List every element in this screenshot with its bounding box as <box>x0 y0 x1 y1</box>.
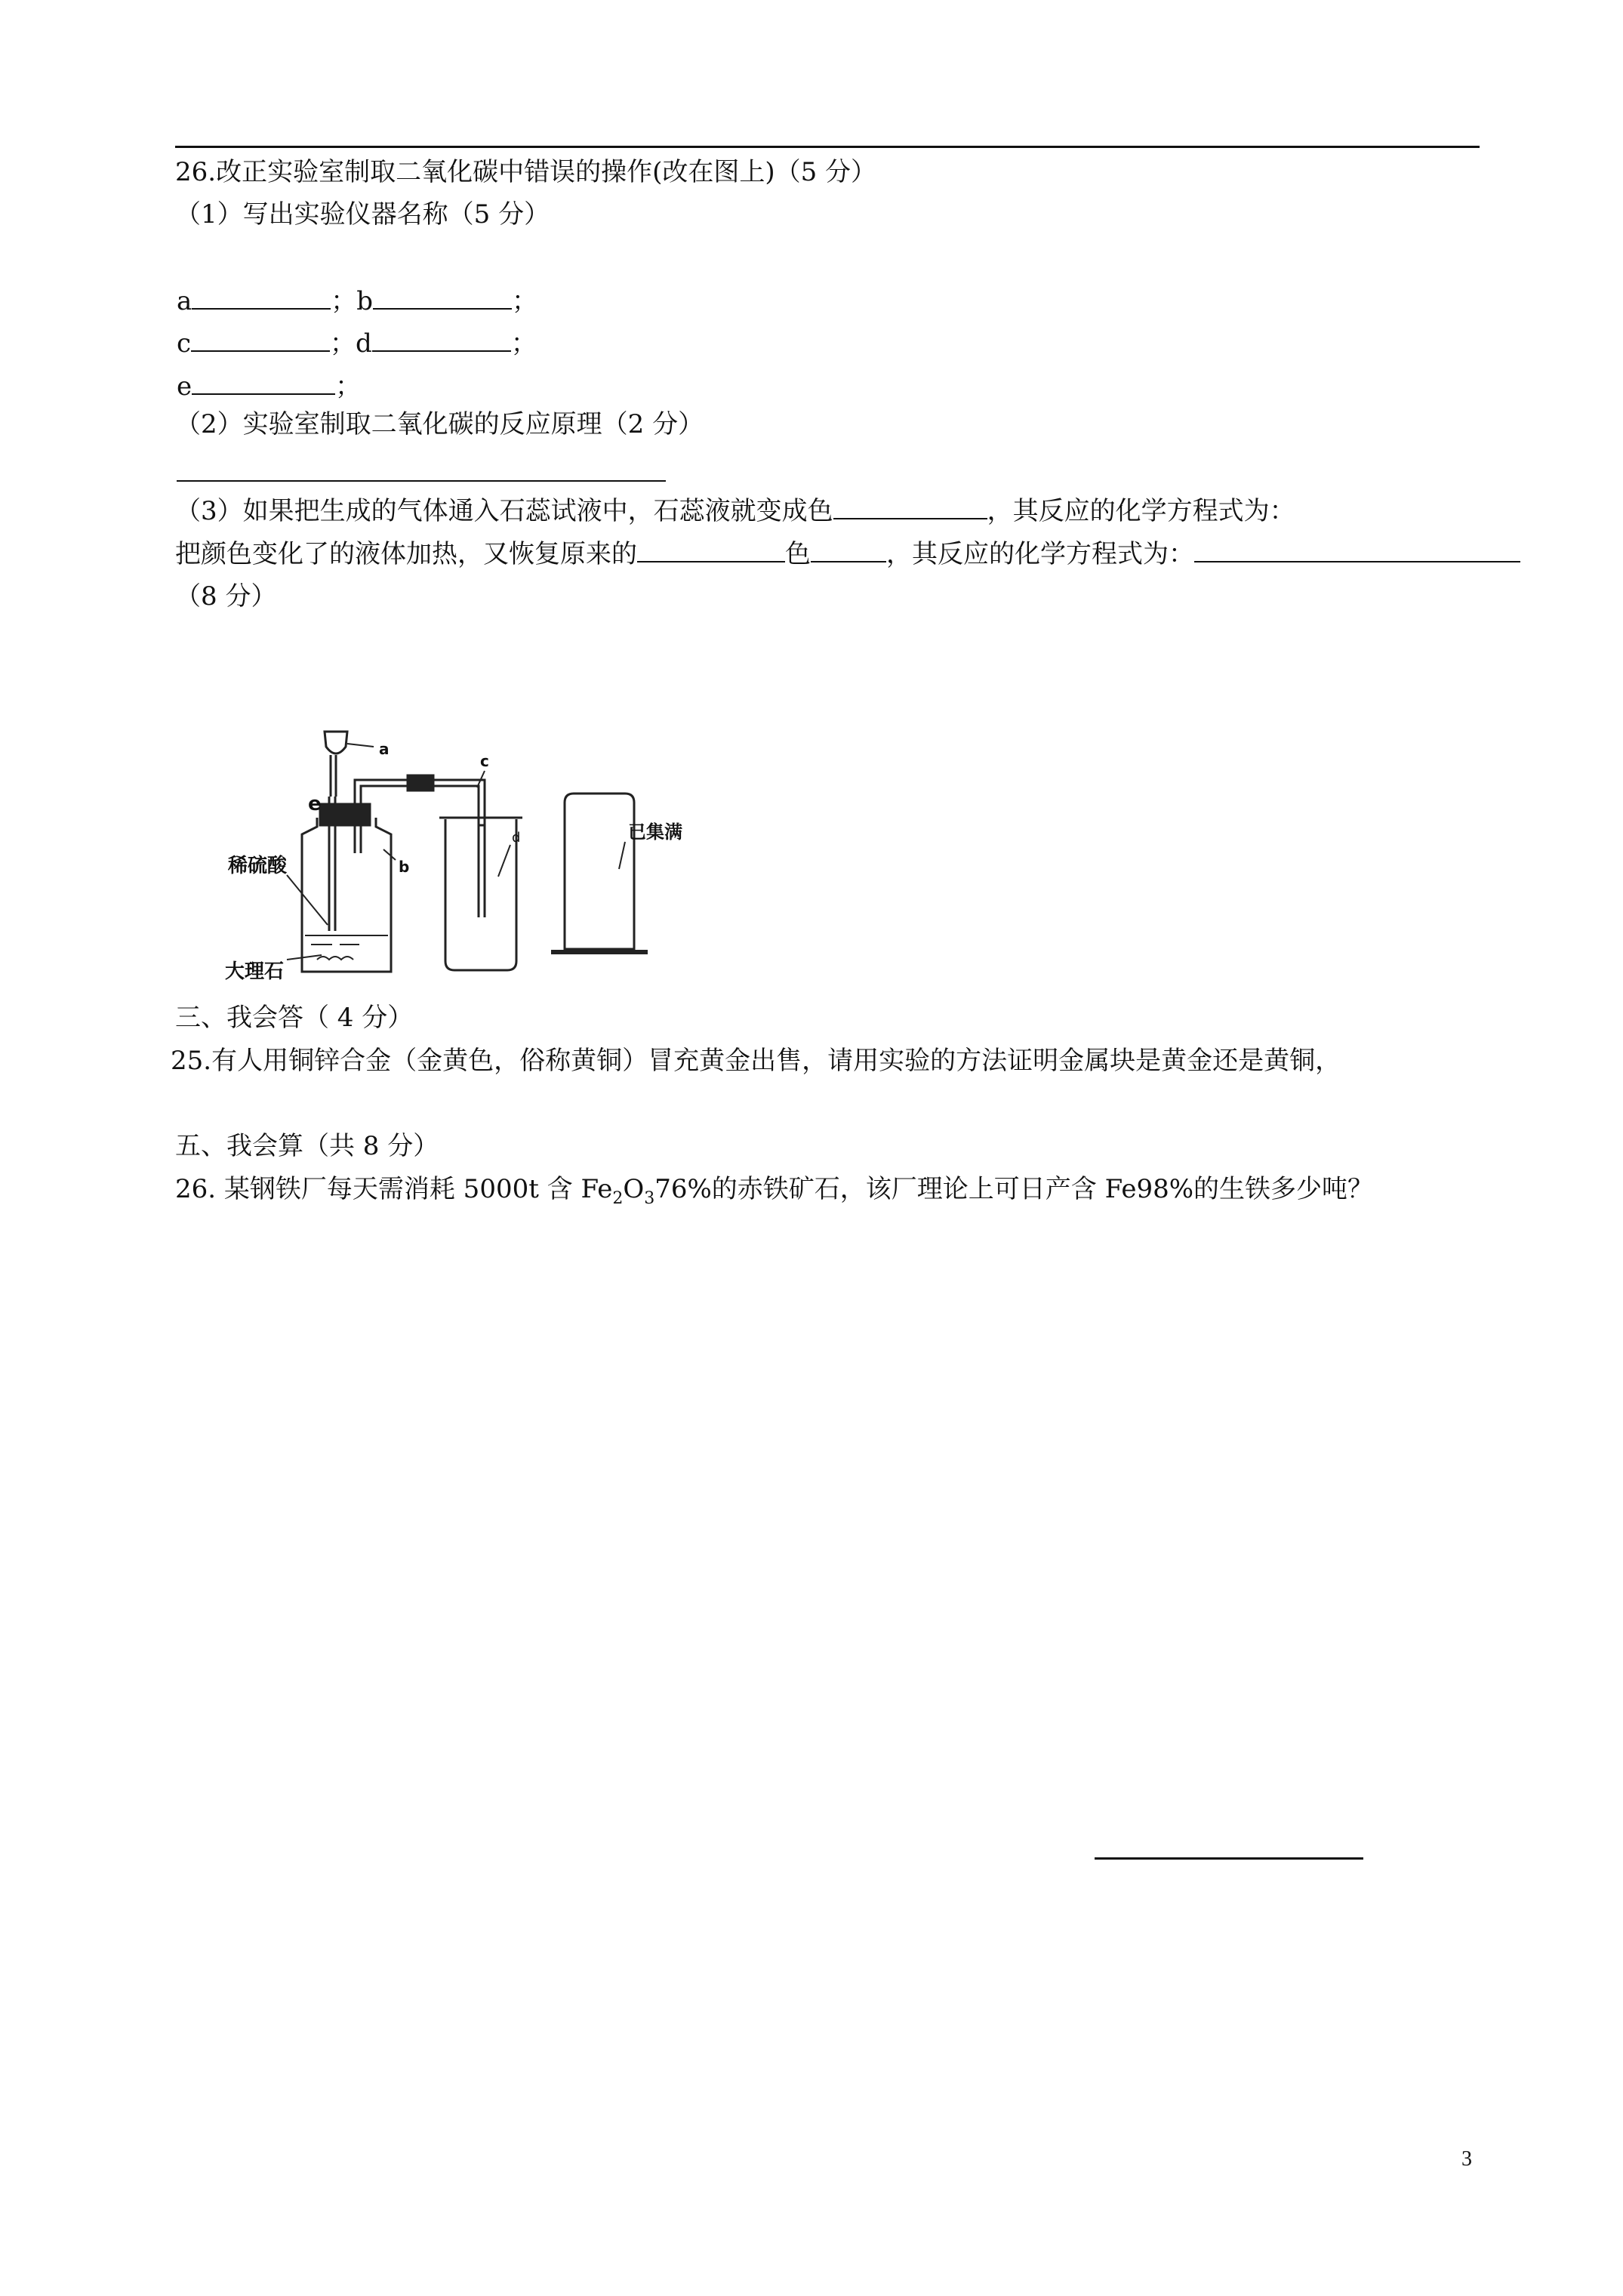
question-text: 26. 某钢铁厂每天需消耗 5000t 含 Fe <box>175 1174 613 1204</box>
diagram-label-marble: 大理石 <box>225 960 285 983</box>
page-number: 3 <box>1461 2147 1472 2171</box>
part-2-prompt: （2）实验室制取二氧化碳的反应原理（2 分） <box>175 409 704 439</box>
blank-label-a: a <box>177 286 192 316</box>
blank-row-cd <box>177 327 537 360</box>
separator: ； <box>335 371 362 402</box>
part-3-score: （8 分） <box>175 581 277 612</box>
answer-blank-equation[interactable] <box>1194 538 1520 562</box>
answer-line-calc[interactable] <box>1095 1857 1363 1860</box>
diagram-label-c: c <box>480 752 489 770</box>
part-3-text: 把颜色变化了的液体加热，又恢复原来的 <box>175 539 637 569</box>
answer-blank-color[interactable] <box>833 495 987 519</box>
collected-bottle <box>565 794 634 949</box>
blank-label-c: c <box>177 328 192 359</box>
blank-row-e <box>177 370 361 403</box>
separator: ； <box>512 286 538 316</box>
answer-blank-c[interactable] <box>191 328 330 352</box>
answer-blank-a[interactable] <box>192 285 331 310</box>
separator: ； <box>330 328 356 359</box>
bottle-d <box>445 819 516 970</box>
diagram-label-d: d <box>512 830 521 846</box>
section-5-heading: 五、我会算（共 8 分） <box>175 1131 439 1161</box>
answer-blank-d[interactable] <box>372 328 511 352</box>
part-3-text: ，其反应的化学方程式为： <box>987 496 1295 526</box>
bottle-b <box>302 818 391 972</box>
part-3-line-1 <box>175 495 1295 528</box>
question-text: O <box>623 1174 645 1204</box>
answer-blank-short[interactable] <box>811 538 886 562</box>
question-25: 25.有人用铜锌合金（金黄色，俗称黄铜）冒充黄金出售，请用实验的方法证明金属块是黄金还是黄铜， <box>171 1046 1341 1076</box>
diagram-label-a: a <box>379 740 390 758</box>
blank-label-e: e <box>177 371 192 402</box>
funnel-bulb <box>325 732 347 754</box>
part-1-prompt: （1）写出实验仪器名称（5 分） <box>175 199 550 230</box>
co2-apparatus-diagram <box>211 721 725 985</box>
answer-blank-b[interactable] <box>373 285 512 310</box>
part-3-text: ，其反应的化学方程式为： <box>886 539 1194 569</box>
answer-line-part-2[interactable] <box>177 480 666 482</box>
diagram-label-acid: 稀硫酸 <box>228 855 288 877</box>
part-3-text: （3）如果把生成的气体通入石蕊试液中，石蕊液就变成色 <box>175 496 833 526</box>
part-3-line-2 <box>175 538 1520 571</box>
separator: ； <box>331 286 357 316</box>
question-text: 76%的赤铁矿石，该厂理论上可日产含 Fe98%的生铁多少吨？ <box>654 1174 1374 1204</box>
hose-clamp <box>408 775 433 791</box>
top-rule <box>175 146 1480 148</box>
blank-label-d: d <box>356 328 372 359</box>
part-3-text: 色 <box>785 539 811 569</box>
diagram-label-b: b <box>399 858 410 876</box>
diagram-label-full: 已集满 <box>628 821 682 843</box>
question-26-calc <box>175 1173 1373 1216</box>
answer-blank-e[interactable] <box>192 371 335 395</box>
blank-label-b: b <box>356 286 374 316</box>
subscript: 2 <box>612 1188 624 1208</box>
question-26-heading: 26.改正实验室制取二氧化碳中错误的操作(改在图上)（5 分） <box>175 157 877 187</box>
subscript: 3 <box>644 1188 655 1208</box>
rubber-stopper <box>320 804 370 825</box>
separator: ； <box>510 328 537 359</box>
blank-row-ab <box>177 285 537 318</box>
diagram-label-e: e <box>308 793 322 815</box>
answer-blank-original-color[interactable] <box>637 538 785 562</box>
section-3-heading: 三、我会答（ 4 分） <box>175 1003 414 1033</box>
